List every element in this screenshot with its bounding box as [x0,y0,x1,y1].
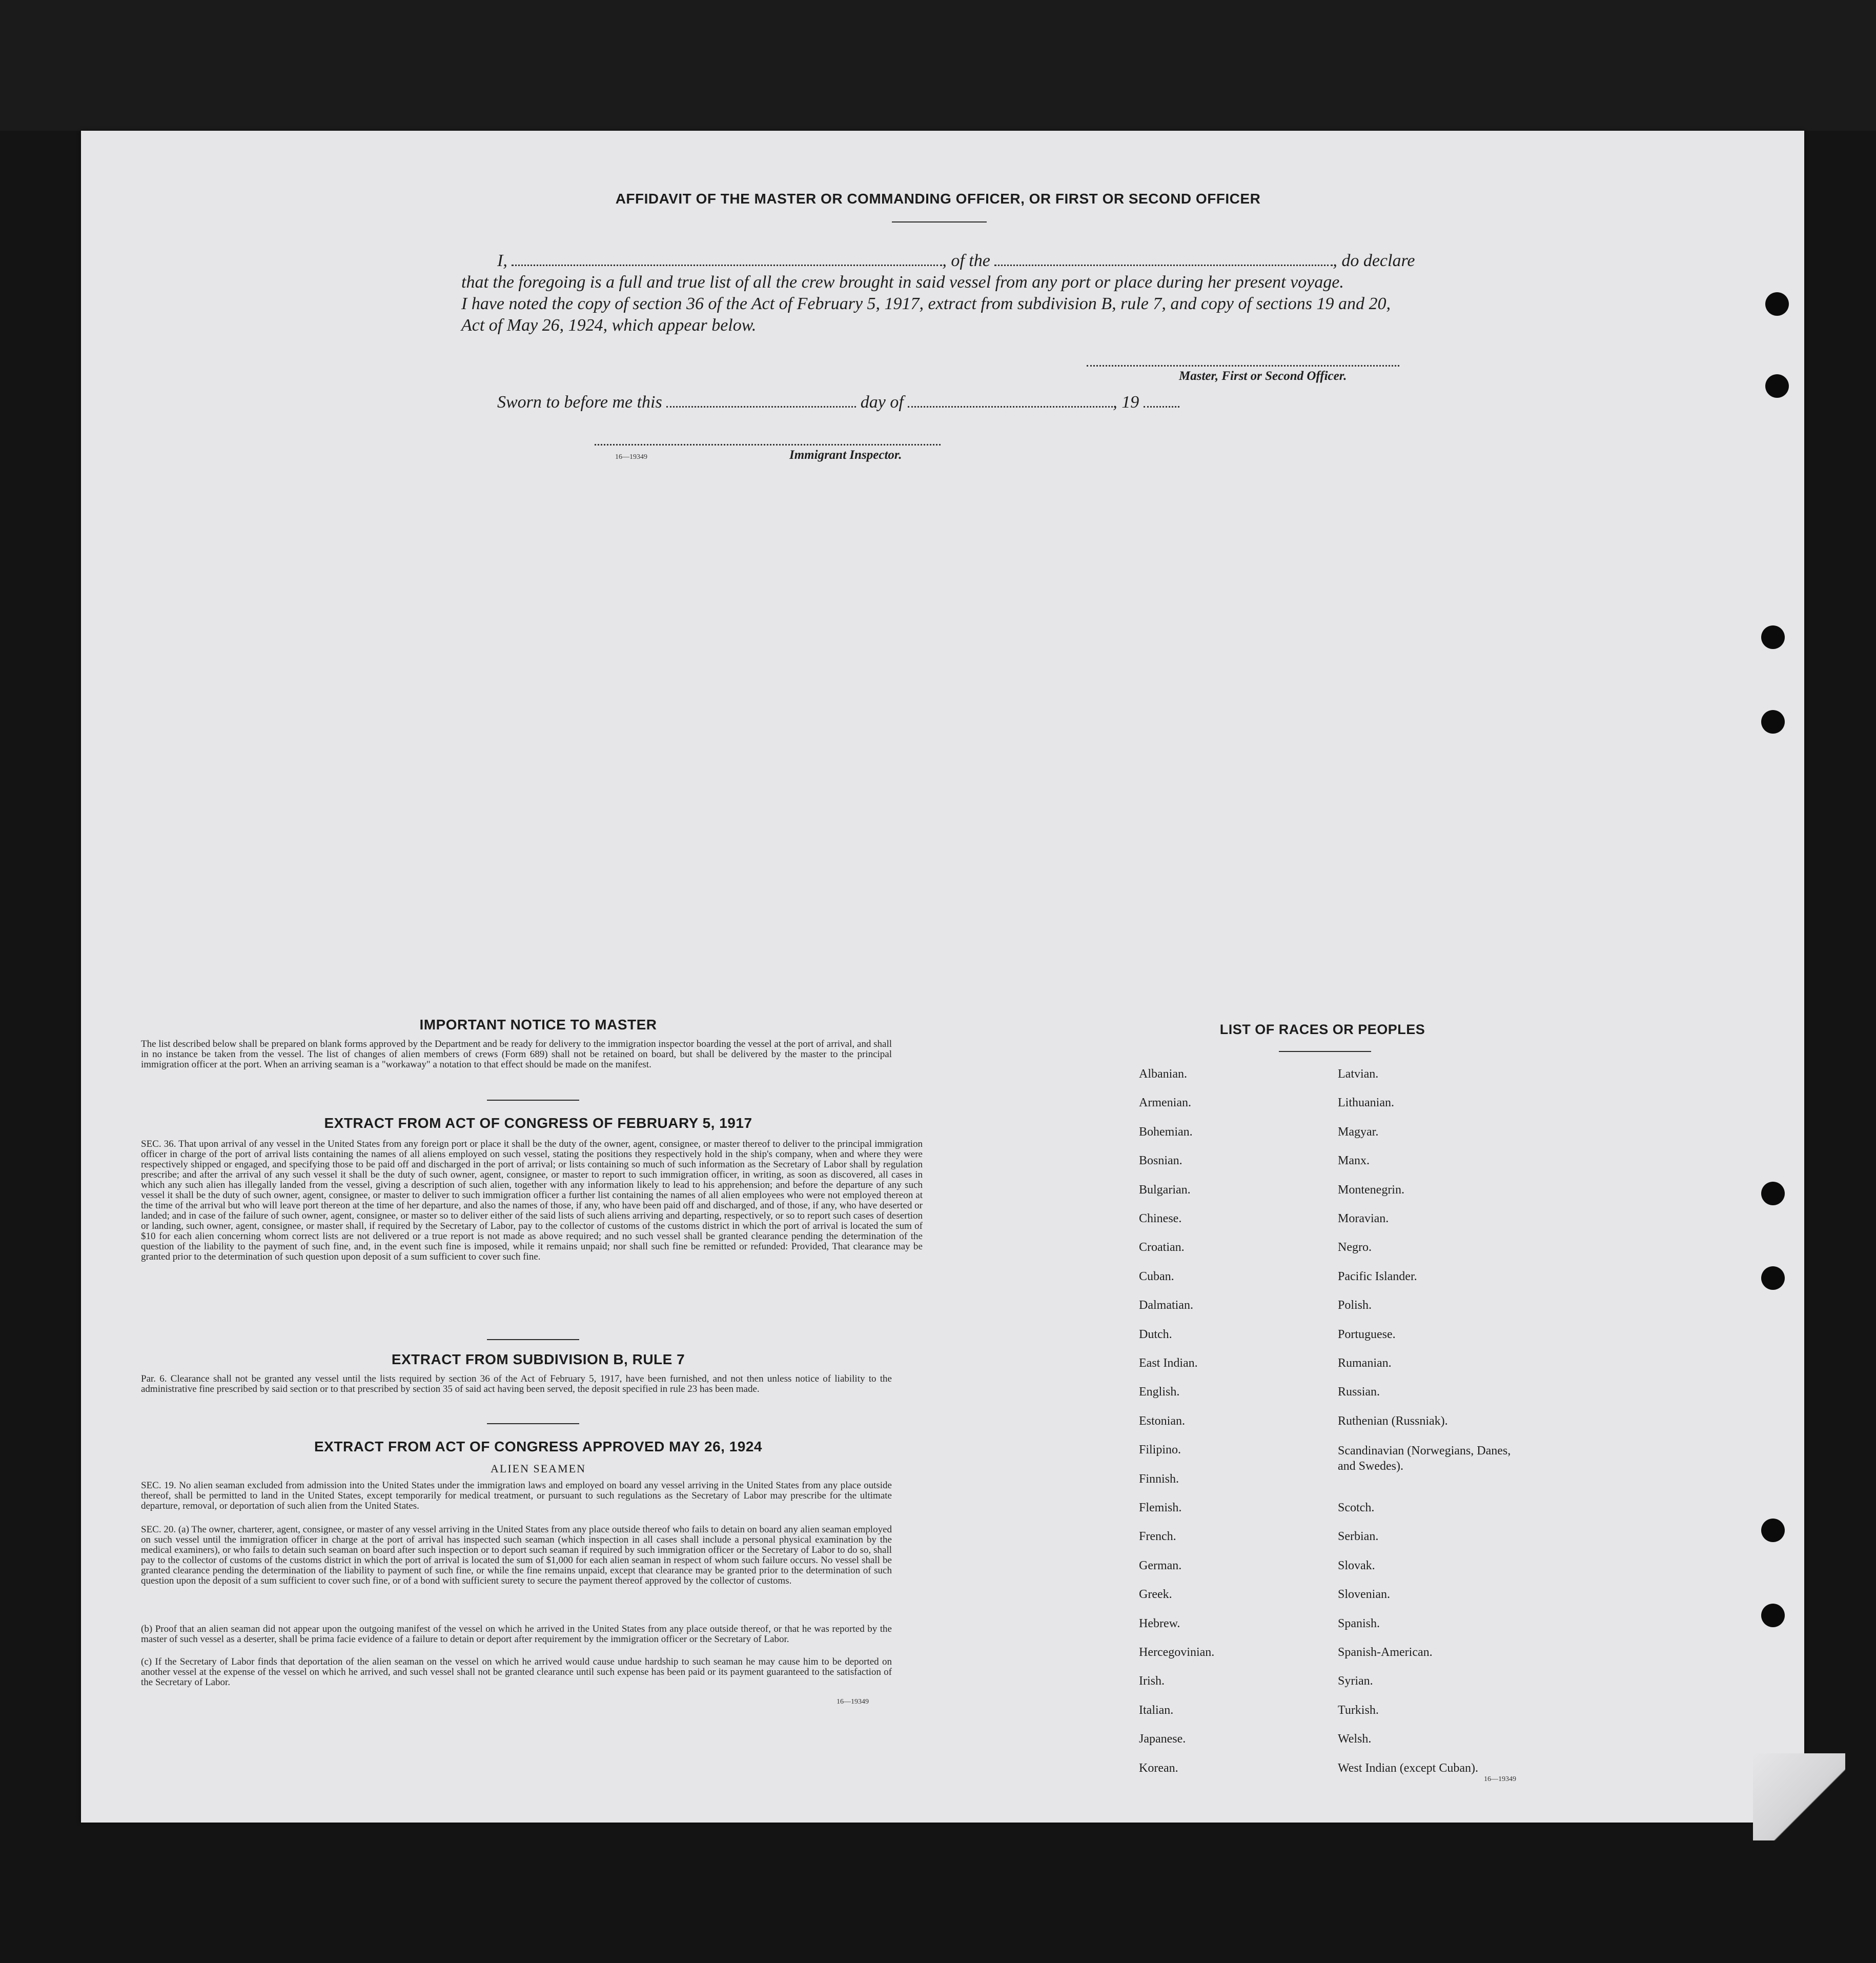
extract-1917-title: EXTRACT FROM ACT OF CONGRESS OF FEBRUARY 5, 1917 [324,1115,752,1131]
race-item: Filipino. [1139,1443,1181,1456]
punch-hole [1761,1604,1785,1627]
master-signature-label: Master, First or Second Officer. [1179,369,1347,383]
section-divider [487,1100,579,1101]
extract-rule7-text: Par. 6. Clearance shall not be granted any vessel until the lists required by section 36 of the Act of February 5, 1917, have been furnished, and not then unless notice of liability to the administrative fine prescribed by said section or to that prescribed by section 35 of said act having been served, the deposit specified in rule 23 has been made. [141,1373,892,1394]
race-item: French. [1139,1530,1176,1543]
race-item: Korean. [1139,1762,1178,1775]
race-item: Scotch. [1338,1501,1375,1514]
inspector-label: Immigrant Inspector. [789,448,902,462]
race-item: Welsh. [1338,1732,1372,1746]
race-item: Polish. [1338,1299,1372,1312]
punch-hole [1761,625,1785,649]
race-item: Albanian. [1139,1067,1187,1081]
film-border [0,0,1876,131]
declarant-name-field[interactable] [512,253,942,266]
race-item: Portuguese. [1338,1328,1396,1341]
race-item: Bohemian. [1139,1125,1193,1139]
sec20a-text: SEC. 20. (a) The owner, charterer, agent, consignee, or master of any vessel arriving in the United States from any place outside thereof who fails to detain on board any alien seaman employed on such vessel until the immigration officer in charge at the port of arrival has inspected such seaman (which inspection in all cases shall include a personal physical examination by the medical examiners), or who fails to detain such seaman on board after such inspection or to deport such seaman if required by such immigration officer or the Secretary of Labor to do so, shall pay to the collector of customs of the customs district in which the port of arrival is located the sum of $1,000 for each alien seaman in respect of whom such failure occurs. No vessel shall be granted clearance pending the determination of the liability to payment of such fine, or while the fine remains unpaid, except that clearance may be granted prior to the determination of such question upon the deposit of a sum sufficient to cover such fine, or of a bond with sufficient surety to secure the payment thereof approved by the collector of customs. [141,1524,892,1586]
year-label: , 19 [1113,393,1139,412]
race-item: Rumanian. [1338,1357,1392,1370]
form-code: 16—19349 [837,1698,869,1706]
races-title: LIST OF RACES OR PEOPLES [1219,1022,1425,1037]
sworn-line [497,393,1461,412]
vessel-name-field[interactable] [994,253,1333,266]
race-item: Magyar. [1338,1125,1379,1139]
race-item: Manx. [1338,1154,1370,1167]
inspector-signature-field[interactable] [595,433,941,446]
race-item: English. [1139,1385,1180,1399]
race-item: Bosnian. [1139,1154,1182,1167]
race-item: Italian. [1139,1704,1174,1717]
punch-hole [1761,710,1785,734]
vessel-label: , of the [942,251,990,270]
race-item: East Indian. [1139,1357,1198,1370]
punch-hole [1761,1266,1785,1290]
race-item: Scandinavian (Norwegians, Danes, and Swedes). [1338,1444,1511,1473]
race-item: Montenegrin. [1338,1183,1404,1197]
punch-hole [1761,1182,1785,1205]
form-code: 16—19349 [1484,1775,1516,1783]
extract-1924-title: EXTRACT FROM ACT OF CONGRESS APPROVED MAY 26, 1924 [314,1439,762,1454]
day-of-label: day of [860,393,904,412]
race-item: Turkish. [1338,1704,1379,1717]
race-item: Spanish. [1338,1617,1380,1630]
sworn-label: Sworn to before me this [497,393,662,412]
race-item: Greek. [1139,1588,1172,1601]
extract-1917-text: SEC. 36. That upon arrival of any vessel in the United States from any foreign port or place it shall be the duty of the owner, agent, consignee, or master thereof to deliver to the principal immigration officer in charge of the port of arrival lists containing the names of all aliens employed on such vessel, stating the positions they respectively hold in the ship's company, when and where they were respectively shipped or engaged, and specifying those to be paid off and discharged in the port of arrival; or lists containing so much of such information as the Secretary of Labor shall by regulation prescribe; and after the arrival of any such vessel it shall be the duty of such owner, agent, consignee, or master to report to such immigration officer, in writing, as soon as discovered, all cases in which any such alien has illegally landed from the vessel, giving a description of such alien, together with any information likely to lead to his apprehension; and before the departure of any such vessel it shall be the duty of such owner, agent, consignee, or master to deliver to such immigration officer a further list containing the names of all alien employees who were not employed thereon at the time of the arrival but who will leave port thereon at the time of her departure, and also the names of those, if any, who have been paid off and discharged, and of those, if any, who have deserted or landed; and in case of the failure of such owner, agent, consignee, or master so to deliver either of the said lists of such aliens arriving and departing, respectively, or so to report such cases of desertion or landing, such owner, agent, consignee, or master shall, if required by the Secretary of Labor, pay to the collector of customs of the customs district in which the port of arrival is located the sum of $10 for each alien concerning whom correct lists are not delivered or a true report is not made as above required; and no such vessel shall be granted clearance pending the determination of the question of the liability to the payment of such fine, and, in the event such fine is imposed, while it remains unpaid; nor shall such fine be remitted or refunded: Provided, That clearance may be granted prior to the determination of such question upon deposit of a sum sufficient to cover such fine. [141,1139,923,1262]
affidavit-title: AFFIDAVIT OF THE MASTER OR COMMANDING OFFICER, OR FIRST OR SECOND OFFICER [615,191,1261,207]
race-item: West Indian (except Cuban). [1338,1762,1478,1775]
affidavit-text-line: Act of May 26, 1924, which appear below. [461,316,757,335]
sec20c-text: (c) If the Secretary of Labor finds that deportation of the alien seaman on the vessel on which he arrived would cause undue hardship to such seaman he may cause him to be deported on another vessel at the expense of the vessel on which he arrived, and such vessel shall not be granted clearance until such expense has been paid or its payment guaranteed to the satisfaction of the Secretary of Labor. [141,1656,892,1688]
race-item: Ruthenian (Russniak). [1338,1414,1448,1428]
race-item: Serbian. [1338,1530,1379,1543]
title-divider [892,221,987,222]
affidavit-text-line: that the foregoing is a full and true list of all the crew brought in said vessel from any port or place during her present voyage. [461,273,1344,292]
race-item: Japanese. [1139,1732,1186,1746]
punch-hole [1765,374,1789,398]
affidavit-declaration-line [461,251,1425,271]
race-item: Spanish-American. [1338,1646,1433,1659]
sworn-day-field[interactable] [666,395,856,408]
race-item: Dutch. [1139,1328,1172,1341]
extract-rule7-title: EXTRACT FROM SUBDIVISION B, RULE 7 [391,1351,685,1367]
race-item: Croatian. [1139,1241,1185,1254]
sec19-text: SEC. 19. No alien seaman excluded from admission into the United States under the immigration laws and employed on board any vessel arriving in the United States from any place outside thereof, shall be permitted to land in the United States, except temporarily for medical treatment, or pursuant to such regulations as the Secretary of Labor may prescribe for the ultimate departure, removal, or deportation of such alien from the United States. [141,1480,892,1511]
master-signature-field[interactable] [1087,354,1399,367]
race-item: Armenian. [1139,1096,1191,1109]
section-divider [487,1339,579,1340]
race-item: Finnish. [1139,1472,1179,1486]
declarant-label: I, [497,251,507,270]
section-divider [1279,1051,1371,1052]
race-item: Slovak. [1338,1559,1375,1572]
declare-label: , do declare [1333,251,1415,270]
punch-hole [1761,1519,1785,1542]
race-item: Latvian. [1338,1067,1379,1081]
race-item: Pacific Islander. [1338,1270,1417,1283]
race-item: Estonian. [1139,1414,1185,1428]
race-item: Syrian. [1338,1674,1373,1688]
punch-hole [1765,292,1789,316]
race-item: Dalmatian. [1139,1299,1193,1312]
race-item: Irish. [1139,1674,1165,1688]
race-item: Hercegovinian. [1139,1646,1215,1659]
race-item: Hebrew. [1139,1617,1180,1630]
race-item: Slovenian. [1338,1588,1390,1601]
notice-title: IMPORTANT NOTICE TO MASTER [419,1017,657,1033]
notice-text: The list described below shall be prepared on blank forms approved by the Department and be ready for delivery to the immigration inspector boarding the vessel at the port of arrival, and shall in no instance be taken from the vessel. The list of changes of alien members of crews (Form 689) shall not be retained on board, but shall be delivered by the master to the principal immigration officer at the port. When an arriving seaman is a "workaway" a notation to that effect should be made on the manifest. [141,1039,892,1070]
sworn-month-field[interactable] [908,395,1113,408]
race-item: Chinese. [1139,1212,1182,1225]
race-item: Lithuanian. [1338,1096,1394,1109]
race-item: Cuban. [1139,1270,1174,1283]
alien-seamen-subtitle: ALIEN SEAMEN [491,1462,586,1475]
race-item: Bulgarian. [1139,1183,1191,1197]
race-item: Moravian. [1338,1212,1389,1225]
affidavit-text-line: I have noted the copy of section 36 of the Act of February 5, 1917, extract from subdivision B, rule 7, and copy of sections 19 and 20, [461,294,1391,313]
race-item: German. [1139,1559,1182,1572]
section-divider [487,1423,579,1424]
form-code: 16—19349 [615,453,647,461]
race-item: Negro. [1338,1241,1372,1254]
sec20b-text: (b) Proof that an alien seaman did not appear upon the outgoing manifest of the vessel on which he arrived in the United States from any place outside thereof, or that he was reported by the master of such vessel as a deserter, shall be prima facie evidence of a failure to detain or deport after requirement by the immigration officer or the Secretary of Labor. [141,1624,892,1645]
folded-corner [1753,1753,1845,1840]
sworn-year-field[interactable] [1144,395,1179,408]
race-item: Flemish. [1139,1501,1182,1514]
race-item: Russian. [1338,1385,1380,1399]
